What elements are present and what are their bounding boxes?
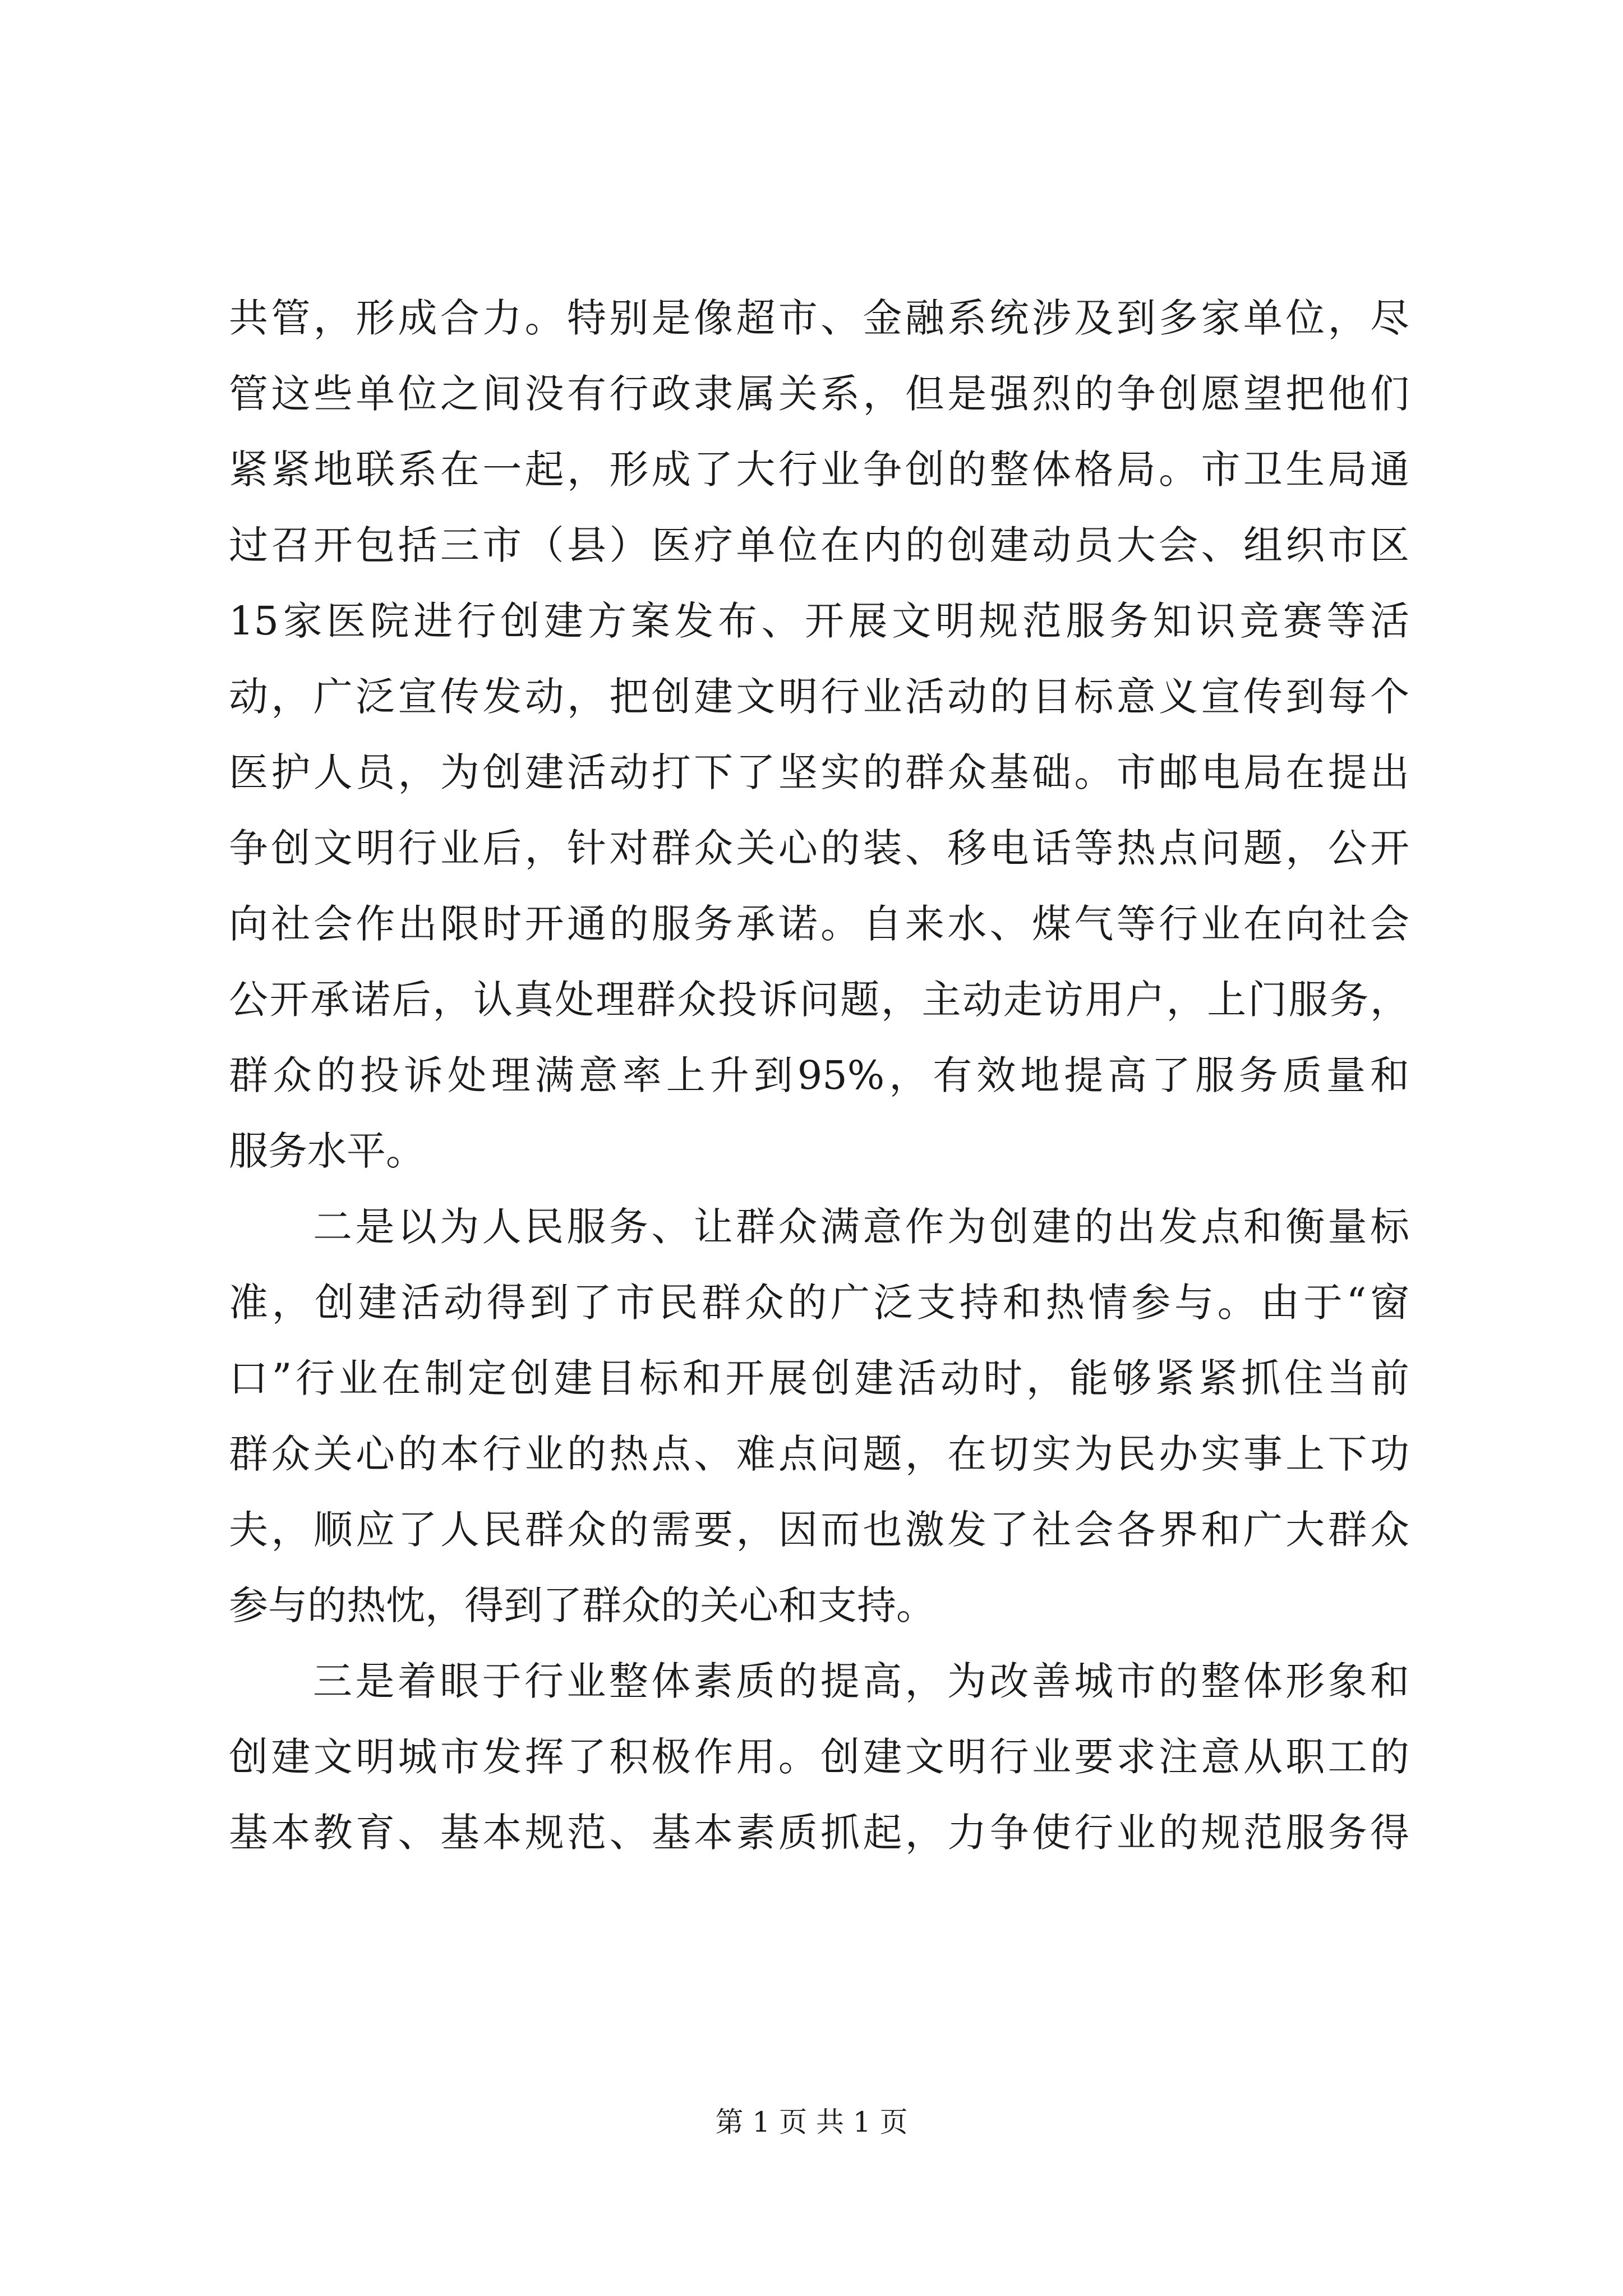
page-footer: 第 1 页 共 1 页 [715, 2106, 908, 2138]
paragraph-first-line: 三是着眼于行业整体素质的提高，为改善城市的整体形象和 [313, 1658, 1409, 1704]
text-line: 创建文明城市发挥了积极作用。创建文明行业要求注意从职工的 [229, 1734, 1409, 1780]
text-line: 准，创建活动得到了市民群众的广泛支持和热情参与。由于“窗 [229, 1280, 1409, 1326]
text-line: 管这些单位之间没有行政隶属关系，但是强烈的争创愿望把他们 [229, 371, 1409, 417]
text-line: 15家医院进行创建方案发布、开展文明规范服务知识竞赛等活 [229, 598, 1409, 644]
paragraph-first-line: 二是以为人民服务、让群众满意作为创建的出发点和衡量标 [313, 1204, 1409, 1250]
text-line: 动，广泛宣传发动，把创建文明行业活动的目标意义宣传到每个 [229, 674, 1409, 720]
text-line: 群众关心的本行业的热点、难点问题，在切实为民办实事上下功 [229, 1431, 1409, 1477]
text-line: 参与的热忱，得到了群众的关心和支持。 [229, 1582, 935, 1628]
text-line: 医护人员，为创建活动打下了坚实的群众基础。市邮电局在提出 [229, 749, 1409, 795]
text-line: 争创文明行业后，针对群众关心的装、移电话等热点问题，公开 [229, 825, 1409, 871]
text-line: 过召开包括三市（县）医疗单位在内的创建动员大会、组织市区 [229, 522, 1409, 568]
text-line: 口”行业在制定创建目标和开展创建活动时，能够紧紧抓住当前 [229, 1355, 1409, 1401]
text-line: 紧紧地联系在一起，形成了大行业争创的整体格局。市卫生局通 [229, 447, 1409, 493]
text-line: 群众的投诉处理满意率上升到95%，有效地提高了服务质量和 [229, 1052, 1409, 1098]
text-line: 向社会作出限时开通的服务承诺。自来水、煤气等行业在向社会 [229, 901, 1409, 947]
text-line: 共管，形成合力。特别是像超市、金融系统涉及到多家单位，尽 [229, 295, 1409, 341]
text-line: 服务水平。 [229, 1128, 425, 1174]
text-line: 夫，顺应了人民群众的需要，因而也激发了社会各界和广大群众 [229, 1507, 1409, 1553]
text-line: 公开承诺后，认真处理群众投诉问题，主动走访用户，上门服务， [229, 977, 1409, 1023]
body-text [229, 280, 1409, 1871]
text-line: 基本教育、基本规范、基本素质抓起，力争使行业的规范服务得 [229, 1810, 1409, 1856]
